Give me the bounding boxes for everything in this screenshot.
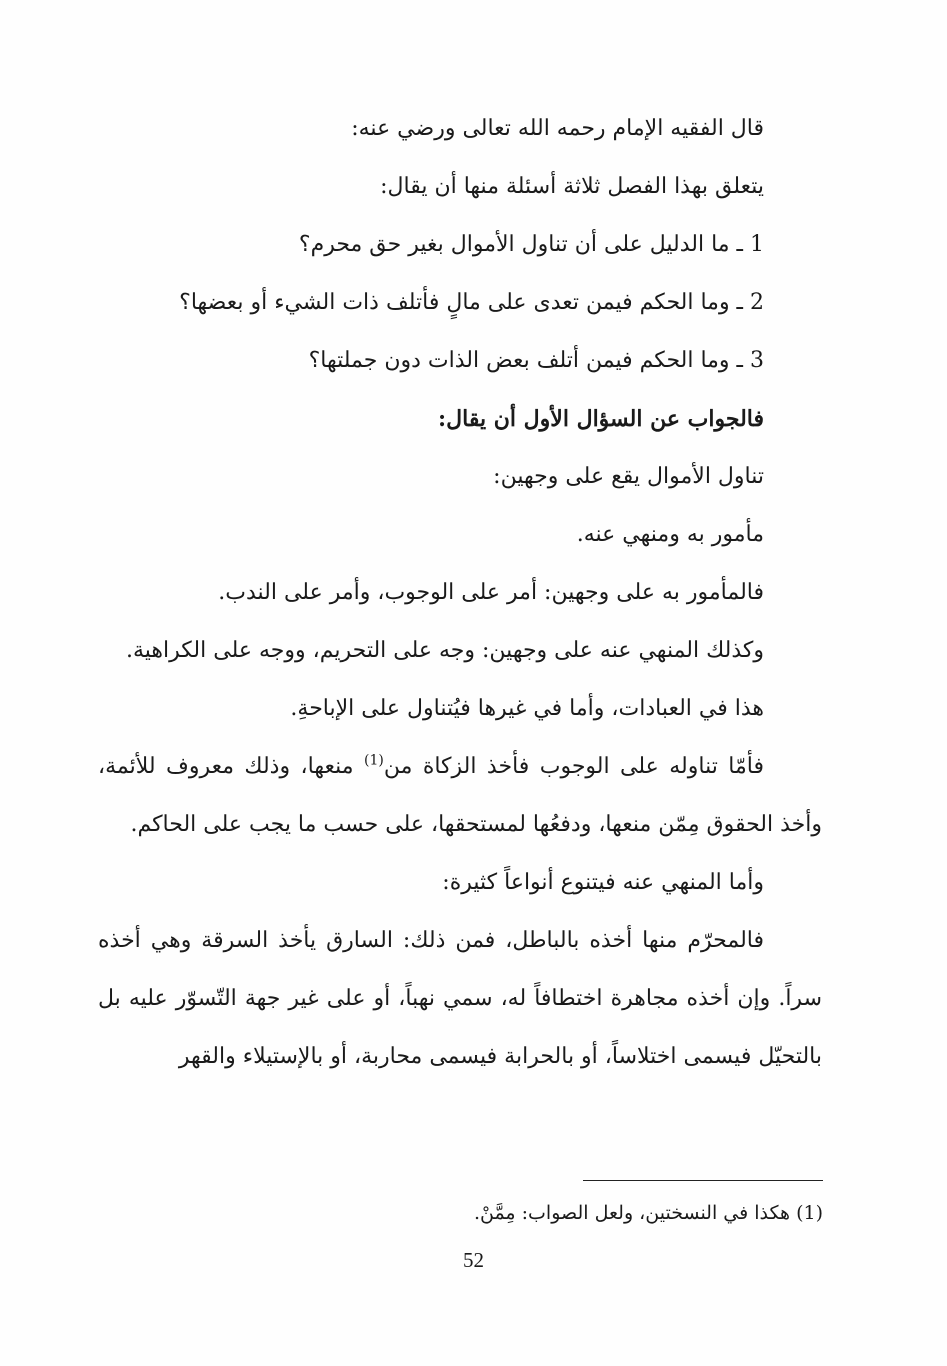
paragraph-prohibited: فالمحرّم منها أخذه بالباطل، فمن ذلك: السارق يأخذ السرقة وهي أخذه سراً. وإن أخذه مجاهرة اختطافاً له، سمي نهباً، أو على غير جهة التّسوّر عليه بل بالتحيّل فيسمى اختلاساً، أو بالحرابة فيسمى محاربة، أو بالإستيلاء والقهر	[98, 928, 822, 1069]
answer-heading: فالجواب عن السؤال الأول أن يقال:	[438, 406, 764, 432]
question-2: 2 ـ وما الحكم فيمن تعدى على مالٍ فأتلف ذات الشيء أو بعضها؟	[179, 290, 764, 315]
footnote-divider	[583, 1180, 823, 1181]
obligation-text-start: فأمّا تناوله على الوجوب فأخذ الزكاة من	[383, 754, 764, 779]
paragraph-forbidden-types: وأما المنهي عنه فيتنوع أنواعاً كثيرة:	[442, 870, 764, 895]
paragraph-intro: قال الفقيه الإمام رحمه الله تعالى ورضي عنه:	[351, 116, 764, 141]
paragraph-commanded-forbidden: مأمور به ومنهي عنه.	[576, 522, 764, 547]
paragraph-worship: هذا في العبادات، وأما في غيرها فيُتناول على الإباحةِ.	[290, 696, 764, 721]
question-3: 3 ـ وما الحكم فيمن أتلف بعض الذات دون جملتها؟	[308, 348, 764, 373]
paragraph-questions-intro: يتعلق بهذا الفصل ثلاثة أسئلة منها أن يقال:	[380, 174, 764, 199]
footnote-text: هكذا في النسختين، ولعل الصواب: مِمَّنْ.	[473, 1202, 791, 1224]
page-number: 52	[463, 1248, 484, 1272]
paragraph-commanded: فالمأمور به على وجهين: أمر على الوجوب، وأمر على الندب.	[218, 580, 764, 605]
body-text	[98, 100, 822, 1086]
obligation-text-end: منعها، وذلك معروف للأئمة، وأخذ الحقوق مِمّن منعها، ودفعُها لمستحقها، على حسب ما يجب على الحاكم.	[98, 754, 822, 837]
footnote	[123, 1198, 823, 1228]
paragraph-two-ways: تناول الأموال يقع على وجهين:	[493, 464, 764, 489]
question-1: 1 ـ ما الدليل على أن تناول الأموال بغير حق محرم؟	[298, 232, 764, 257]
footnote-marker: (1)	[796, 1202, 823, 1224]
paragraph-obligation	[98, 738, 822, 854]
footnote-reference: (1)	[363, 752, 384, 769]
paragraph-forbidden: وكذلك المنهي عنه على وجهين: وجه على التحريم، ووجه على الكراهية.	[126, 638, 764, 663]
